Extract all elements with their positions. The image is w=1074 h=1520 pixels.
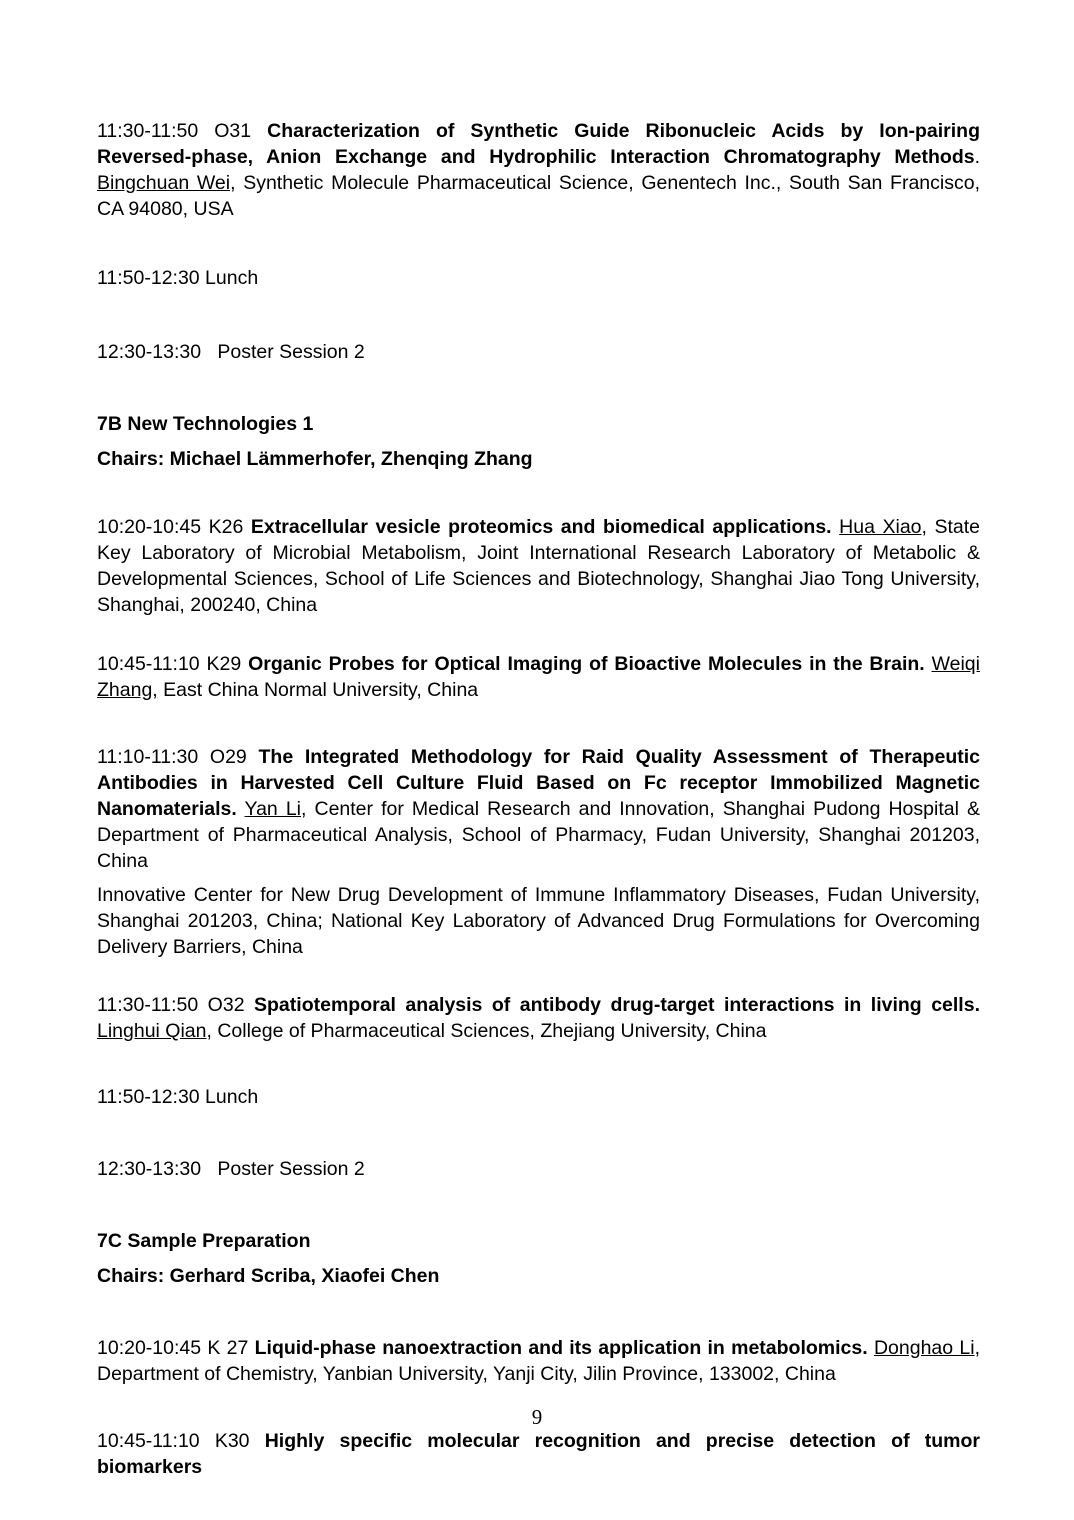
text-segment-normal: 11:30-11:50 O31	[97, 120, 268, 142]
text-segment-normal	[237, 798, 245, 820]
text-segment-normal: 12:30-13:30 Poster Session 2	[97, 341, 365, 363]
text-segment-normal	[925, 653, 932, 675]
talk-entry-o31	[97, 118, 980, 222]
text-segment-bold: Organic Probes for Optical Imaging of Bioactive Molecules in the Brain.	[248, 653, 925, 675]
text-segment-normal: 10:45-11:10 K30	[97, 1430, 265, 1452]
talk-entry-o29	[97, 744, 980, 874]
talk-entry-k26	[97, 514, 980, 618]
session-chairs-7c	[97, 1263, 980, 1289]
text-segment-bold: 7B New Technologies 1	[97, 413, 314, 435]
text-segment-underline: Yan Li,	[244, 798, 307, 820]
text-segment-underline: Hua Xiao	[839, 516, 922, 538]
talk-entry-o32	[97, 992, 980, 1044]
session-chairs-7b	[97, 446, 980, 472]
text-segment-bold: Highly specific molecular recognition and precise detection of tumor biomarkers	[97, 1430, 980, 1478]
text-segment-normal: 10:20-10:45 K26	[97, 516, 251, 538]
talk-entry-k30	[97, 1428, 980, 1480]
text-segment-normal: 10:45-11:10 K29	[97, 653, 249, 675]
text-segment-normal: 10:20-10:45 K 27	[97, 1337, 255, 1359]
text-segment-bold: The Integrated Methodology for Raid Quality Assessment of Therapeutic Antibodies in Harvested Cell Culture Fluid Based on Fc receptor Immobilized Magnetic Nanomaterials.	[97, 746, 980, 820]
text-segment-normal: 11:30-11:50 O32	[97, 994, 255, 1016]
schedule-item-poster-session-1	[97, 339, 980, 365]
schedule-item-poster-session-2	[97, 1156, 980, 1182]
affiliation-continuation	[97, 882, 980, 960]
text-segment-bold: Chairs: Michael Lämmerhofer, Zhenqing Zhang	[97, 448, 533, 470]
page-number: 9	[531, 1405, 543, 1429]
text-segment-normal: East China Normal University, China	[157, 679, 479, 701]
session-header-7b	[97, 411, 980, 437]
text-segment-normal: , College of Pharmaceutical Sciences, Zhejiang University, China	[206, 1020, 767, 1042]
text-segment-underline: Bingchuan Wei,	[97, 172, 236, 194]
text-segment-normal: 11:10-11:30 O29	[97, 746, 259, 768]
text-segment-normal: 11:50-12:30 Lunch	[97, 1086, 259, 1108]
talk-entry-k27	[97, 1335, 980, 1387]
text-segment-bold: Spatiotemporal analysis of antibody drug-target interactions in living cells.	[254, 994, 980, 1016]
session-header-7c	[97, 1228, 980, 1254]
talk-entry-k29	[97, 651, 980, 703]
text-segment-bold: 7C Sample Preparation	[97, 1230, 311, 1252]
schedule-item-lunch-1	[97, 265, 980, 291]
text-segment-normal: Synthetic Molecule Pharmaceutical Science, Genentech Inc., South San Francisco, CA 94080, USA	[97, 172, 980, 220]
text-segment-normal: 11:50-12:30 Lunch	[97, 267, 259, 289]
text-segment-normal: , State Key Laboratory of Microbial Metabolism, Joint International Research Laboratory of Metabolic & Developmental Sciences, School of Life Sciences and Biotechnology, Shanghai Jiao Tong University, Shanghai, 200240, China	[97, 516, 981, 616]
text-segment-normal: Department of Chemistry, Yanbian University, Yanji City, Jilin Province, 133002, China	[97, 1363, 836, 1385]
text-segment-bold: Liquid-phase nanoextraction and its application in metabolomics.	[254, 1337, 868, 1359]
text-segment-underline: Weiqi Zhang,	[97, 653, 980, 701]
text-segment-bold: Characterization of Synthetic Guide Ribonucleic Acids by Ion-pairing Reversed-phase, Anion Exchange and Hydrophilic Interaction Chromatography Methods	[97, 120, 981, 168]
text-segment-underline: Linghui Qian	[97, 1020, 207, 1042]
text-segment-bold: Chairs: Gerhard Scriba, Xiaofei Chen	[97, 1265, 440, 1287]
text-segment-normal: .	[974, 146, 980, 168]
text-segment-underline: Donghao Li,	[873, 1337, 980, 1359]
text-segment-normal: Innovative Center for New Drug Development of Immune Inflammatory Diseases, Fudan University, Shanghai 201203, China; National Key Laboratory of Advanced Drug Formulations for Overcoming Delivery Barriers, China	[97, 884, 980, 958]
text-segment-normal: Center for Medical Research and Innovation, Shanghai Pudong Hospital & Department of Pharmaceutical Analysis, School of Pharmacy, Fudan University, Shanghai 201203, China	[97, 798, 980, 872]
schedule-item-lunch-2	[97, 1084, 980, 1110]
text-segment-bold: Extracellular vesicle proteomics and biomedical applications.	[250, 516, 832, 538]
text-segment-normal: 12:30-13:30 Poster Session 2	[97, 1158, 365, 1180]
